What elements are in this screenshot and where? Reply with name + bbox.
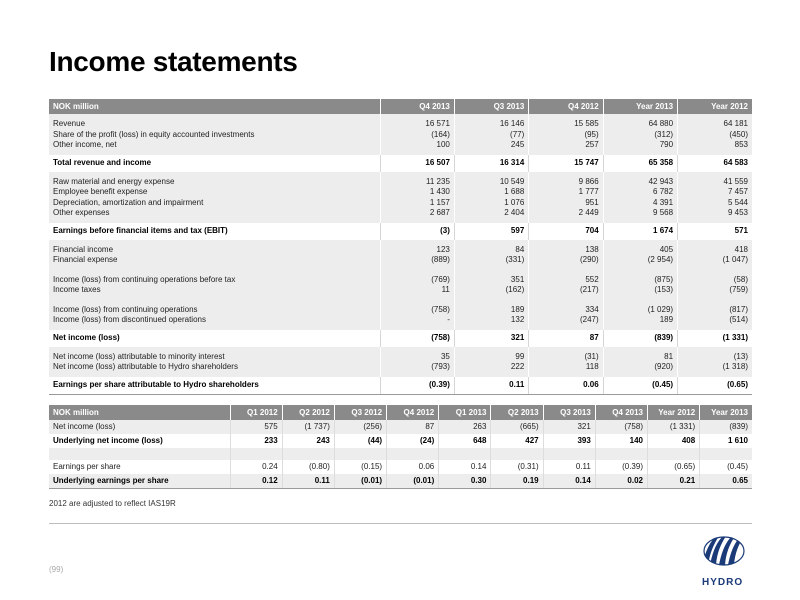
table-cell: 189 [603,315,677,330]
table-cell: 65 358 [603,155,677,172]
table-cell: (3) [380,223,454,240]
total-row [49,223,752,240]
table-cell [439,448,491,460]
table-cell: 15 585 [529,114,603,130]
table-cell: 132 [454,315,528,330]
row-label: Share of the profit (loss) in equity accounted investments [49,130,380,141]
page-title: Income statements [49,46,298,77]
table-cell: 1 076 [454,198,528,209]
table-cell [543,448,595,460]
table-cell: 140 [595,434,647,448]
total-row-group [49,330,752,347]
table-cell: 11 235 [380,172,454,188]
column-header-year-2012: Year 2012 [678,99,752,114]
table-cell: (247) [529,315,603,330]
table-cell: 0.11 [454,377,528,395]
table-cell: (153) [603,285,677,300]
column-header-q2-2012: Q2 2012 [282,405,334,420]
table-cell [700,448,752,460]
row-label: Earnings per share [53,461,121,471]
row-label: Income (loss) from continuing operations before tax [49,270,380,286]
table-cell: 790 [603,140,677,155]
table-cell: 15 747 [529,155,603,172]
row-label: Net income (loss) attributable to minority interest [49,347,380,363]
table-cell: (1 331) [678,330,752,347]
table-row [49,315,752,330]
row-label: Net income (loss) [49,420,230,434]
table-cell: 427 [491,434,543,448]
column-header-q1-2013: Q1 2013 [439,405,491,420]
table-cell: 418 [678,240,752,256]
column-header-q4-2012: Q4 2012 [529,99,603,114]
table-cell: 334 [529,300,603,316]
table-cell: 321 [543,420,595,434]
table-cell [282,448,334,460]
table-row [49,114,752,130]
income-statement-table-container [49,99,752,395]
table-cell: 351 [454,270,528,286]
table-cell: 2 449 [529,208,603,223]
table-cell: (450) [678,130,752,141]
table-row [49,448,752,460]
table-row [49,172,752,188]
table-cell: 16 314 [454,155,528,172]
table-cell: 11 [380,285,454,300]
table-cell [387,448,439,460]
table-cell [230,448,282,460]
table-cell: (58) [678,270,752,286]
table-cell: 0.11 [282,474,334,489]
row-label: Earnings before financial items and tax (EBIT) [49,223,380,240]
table-cell: 0.21 [648,474,700,489]
row-label: Financial expense [49,255,380,270]
row-label: Other income, net [49,140,380,155]
table-cell [491,448,543,460]
row-label: Employee benefit expense [49,187,380,198]
table-cell: (44) [334,434,386,448]
table-cell: 575 [230,420,282,434]
table-cell: (312) [603,130,677,141]
table-cell: 222 [454,362,528,377]
table-cell: 0.14 [543,474,595,489]
table-cell: 87 [529,330,603,347]
table-row [49,187,752,198]
table-cell: 64 880 [603,114,677,130]
table-cell [648,448,700,460]
table-cell: 571 [678,223,752,240]
table-cell: (0.39) [595,460,647,474]
underlying-income-table [49,405,752,489]
table-cell: 138 [529,240,603,256]
table-cell: (0.01) [387,474,439,489]
table-cell: 1 688 [454,187,528,198]
table-cell [595,448,647,460]
row-label: Earnings per share attributable to Hydro shareholders [49,377,380,395]
row-label: Underlying earnings per share [49,474,230,489]
table-cell: 0.24 [230,460,282,474]
table-cell: (758) [380,300,454,316]
table-cell: 408 [648,434,700,448]
column-header-q3-2013: Q3 2013 [454,99,528,114]
table-row [49,285,752,300]
table-cell: 100 [380,140,454,155]
table-cell: (77) [454,130,528,141]
total-row-group [49,155,752,172]
table-cell: 1 674 [603,223,677,240]
underlying-income-table-container [49,405,752,489]
table-cell: (1 318) [678,362,752,377]
table-cell: 1 157 [380,198,454,209]
table-cell: (256) [334,420,386,434]
footnote: 2012 are adjusted to reflect IAS19R [49,499,176,508]
row-label: Raw material and energy expense [49,172,380,188]
table-cell: 0.14 [439,460,491,474]
table-cell: (0.01) [334,474,386,489]
table-row [49,255,752,270]
table-cell: (0.39) [380,377,454,395]
table-cell: (1 737) [282,420,334,434]
row-label: Income (loss) from discontinued operations [49,315,380,330]
page-number: (99) [49,565,64,574]
total-row-group [49,377,752,395]
footer-divider [49,523,752,524]
table-cell: (875) [603,270,677,286]
table-row [49,130,752,141]
row-group [49,114,752,155]
column-header-nok-million: NOK million [49,99,380,114]
table-cell: (0.31) [491,460,543,474]
table-cell: (0.65) [648,460,700,474]
table-cell: 64 583 [678,155,752,172]
total-row-group [49,223,752,240]
table-cell: 257 [529,140,603,155]
table-cell: (95) [529,130,603,141]
table-row [49,460,752,474]
table-cell: (31) [529,347,603,363]
table-cell: 5 544 [678,198,752,209]
table-cell: (665) [491,420,543,434]
table-cell: (1 047) [678,255,752,270]
row-label: Financial income [49,240,380,256]
column-header-year-2013: Year 2013 [700,405,752,420]
table-cell: (2 954) [603,255,677,270]
table-cell: 81 [603,347,677,363]
column-header-q4-2012: Q4 2012 [387,405,439,420]
row-label: Income (loss) from continuing operations [49,300,380,316]
column-header-q1-2012: Q1 2012 [230,405,282,420]
row-group [49,300,752,330]
table-cell: 16 507 [380,155,454,172]
column-header-q4-2013: Q4 2013 [380,99,454,114]
column-header-q3-2013: Q3 2013 [543,405,595,420]
column-header-year-2012: Year 2012 [648,405,700,420]
row-group [49,240,752,270]
table-cell: 263 [439,420,491,434]
row-label: Depreciation, amortization and impairment [49,198,380,209]
table-cell: (758) [595,420,647,434]
table-row [49,434,752,448]
table-cell: 552 [529,270,603,286]
row-group [49,347,752,377]
table-cell: 321 [454,330,528,347]
table-cell: 2 404 [454,208,528,223]
table-cell: 118 [529,362,603,377]
total-row [49,330,752,347]
table-cell: 405 [603,240,677,256]
table-cell: 951 [529,198,603,209]
table-cell: 1 610 [700,434,752,448]
column-header-q4-2013: Q4 2013 [595,405,647,420]
table-cell: 99 [454,347,528,363]
table-cell: 9 568 [603,208,677,223]
table-cell: (1 331) [648,420,700,434]
total-row [49,377,752,395]
table-cell: 1 430 [380,187,454,198]
table-cell: (162) [454,285,528,300]
row-label: Net income (loss) [49,330,380,347]
table-cell: (0.45) [603,377,677,395]
table-cell: (290) [529,255,603,270]
table-body [49,420,752,489]
column-header-nok-million: NOK million [49,405,230,420]
row-label: Other expenses [49,208,380,223]
table-cell: (13) [678,347,752,363]
table-cell: 704 [529,223,603,240]
table-cell: 0.65 [700,474,752,489]
table-cell: 35 [380,347,454,363]
table-cell: 245 [454,140,528,155]
table-cell: 0.06 [529,377,603,395]
table-cell: 0.12 [230,474,282,489]
table-cell: (839) [700,420,752,434]
table-cell: 0.19 [491,474,543,489]
table-cell: (889) [380,255,454,270]
table-cell: 123 [380,240,454,256]
row-group [49,270,752,300]
table-cell: (769) [380,270,454,286]
table-row [49,270,752,286]
column-header-year-2013: Year 2013 [603,99,677,114]
table-cell: (1 029) [603,300,677,316]
table-cell: 648 [439,434,491,448]
table-cell: 10 549 [454,172,528,188]
table-cell: (514) [678,315,752,330]
table-cell: 16 571 [380,114,454,130]
row-group [49,172,752,223]
table-cell: 64 181 [678,114,752,130]
table-cell: 597 [454,223,528,240]
table-header-row [49,99,752,114]
row-label: Underlying net income (loss) [53,435,163,445]
table-cell: 393 [543,434,595,448]
table-cell: 16 146 [454,114,528,130]
table-cell: 0.02 [595,474,647,489]
table-cell: 0.11 [543,460,595,474]
table-cell: (839) [603,330,677,347]
table-cell: (217) [529,285,603,300]
row-label: Income taxes [49,285,380,300]
table-cell: (758) [380,330,454,347]
table-cell: (759) [678,285,752,300]
table-row [49,474,752,489]
table-row [49,208,752,223]
column-header-q3-2012: Q3 2012 [334,405,386,420]
table-cell: 0.30 [439,474,491,489]
table-header-row [49,405,752,420]
table-row [49,240,752,256]
table-cell: (920) [603,362,677,377]
table-cell: (331) [454,255,528,270]
hydro-logo-text: HYDRO [702,577,744,588]
table-cell: (0.65) [678,377,752,395]
table-cell: 87 [387,420,439,434]
table-cell: (817) [678,300,752,316]
table-cell: 6 782 [603,187,677,198]
table-cell: 189 [454,300,528,316]
table-cell: (24) [387,434,439,448]
table-row [49,198,752,209]
row-label: Total revenue and income [49,155,380,172]
table-cell: (793) [380,362,454,377]
table-cell: 1 777 [529,187,603,198]
row-label [49,448,230,460]
table-cell: - [380,315,454,330]
table-cell: 2 687 [380,208,454,223]
table-row [49,347,752,363]
table-cell: 233 [230,434,282,448]
table-row [49,300,752,316]
table-cell: 84 [454,240,528,256]
table-row [49,140,752,155]
table-cell: 9 453 [678,208,752,223]
total-row [49,155,752,172]
column-header-q2-2013: Q2 2013 [491,405,543,420]
table-cell: 7 457 [678,187,752,198]
table-cell [334,448,386,460]
row-label: Net income (loss) attributable to Hydro shareholders [49,362,380,377]
income-statement-table [49,99,752,395]
table-cell: 853 [678,140,752,155]
row-label: Revenue [49,114,380,130]
table-row [49,420,752,434]
table-cell: (0.45) [700,460,752,474]
table-cell: 9 866 [529,172,603,188]
table-row [49,362,752,377]
table-cell: (0.80) [282,460,334,474]
table-cell: (0.15) [334,460,386,474]
table-cell: 42 943 [603,172,677,188]
table-cell: 41 559 [678,172,752,188]
table-cell: (164) [380,130,454,141]
table-cell: 0.06 [387,460,439,474]
table-cell: 243 [282,434,334,448]
table-cell: 4 391 [603,198,677,209]
